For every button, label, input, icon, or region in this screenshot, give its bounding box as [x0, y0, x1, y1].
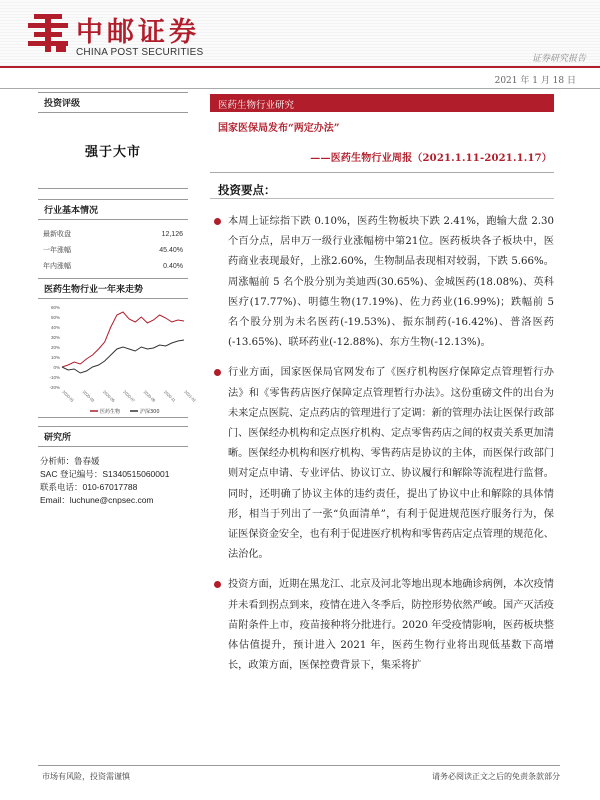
category-bar: 医药生物行业研究 [210, 94, 554, 112]
y-tick-label: 0% [53, 365, 60, 370]
series-line-2 [62, 340, 184, 373]
paragraph-text: 行业方面，国家医保局官网发布了《医疗机构医疗保障定点管理暂行办法》和《零售药店医疗保障定点管理暂行办法》。这份重磅文件的出台为未来定点医院、定点药店的管理进行了定调：新的管理办法让医保行政部门、医保经办机构和定点医疗机构、定点零售药店之间的权责关系更加清晰。医保经办机构和医疗机构、零售药店是协议的主体，而医保行政部门则对定点申请、专业评估、协议订立、协议履行和解除等流程进行监督。同时，还明确了协议主体的违约责任，提出了协议中止和解除的具体情形，相当于列出了一张“负面清单”，有利于促进规范医疗服务行为，保证医保资金安全，也有利于促进医疗机构和零售药店定点管理的规范化、法治化。 [228, 367, 554, 561]
metrics-table [38, 220, 188, 278]
brand-name-en: CHINA POST SECURITIES [76, 47, 204, 58]
key-points-title: 投资要点： [218, 183, 276, 197]
y-tick-label: -20% [49, 385, 60, 390]
trend-chart [38, 299, 198, 417]
metric-value: 0.40% [163, 262, 183, 270]
footer-divider [38, 765, 560, 766]
x-tick-label: 2020-05 [101, 389, 116, 404]
trend-chart-svg [38, 299, 198, 417]
terms-notice: 请务必阅读正文之后的免责条款部分 [432, 772, 560, 781]
bullet-icon [214, 369, 221, 376]
analyst-sac: SAC 登记编号：S1340515060001 [40, 469, 170, 479]
x-tick-label: 2020-07 [122, 389, 137, 404]
x-tick-label: 2020-09 [142, 389, 157, 404]
bullet-icon [214, 218, 221, 225]
date-divider [0, 88, 600, 89]
x-tick-label: 2020-01 [61, 389, 76, 404]
report-subtitle: ——医药生物行业周报（2021.1.11-2021.1.17） [310, 153, 552, 164]
analyst-phone: 联系电话：010-67017788 [40, 482, 138, 492]
paragraph-market [210, 212, 554, 353]
legend-label: 沪深300 [140, 409, 160, 415]
x-tick-label: 2021-01 [183, 389, 198, 404]
metric-value: 45.40% [159, 246, 183, 254]
metric-value: 12,126 [161, 230, 183, 238]
y-tick-label: -10% [49, 375, 60, 380]
metric-label: 年内涨幅 [43, 263, 71, 270]
analyst-name: 分析师：鲁春媛 [40, 456, 100, 466]
investment-rating: 强于大市 [84, 145, 141, 160]
paragraph-text: 投资方面，近期在黑龙江、北京及河北等地出现本地确诊病例，本次疫情并未看到拐点到来，疫情在进入冬季后，防控形势依然严峻。国产灭活疫苗附条件上市，疫苗接种将分批进行。2020 年受疫情影响，医药板块整体估值提升，预计进入 2021 年，医药生物行业将出现低基数下高增长，政策方面，医保控费背景下，集采将扩 [228, 579, 554, 672]
chart-title: 医药生物行业一年来走势 [44, 285, 144, 295]
metric-row [40, 242, 186, 258]
report-date: 2021 年 1 月 18 日 [494, 76, 576, 86]
analyst-email: Email：luchune@cnpsec.com [40, 495, 154, 505]
y-tick-label: 20% [50, 345, 60, 350]
analyst-title: 研究所 [44, 433, 72, 443]
sidebar [38, 92, 198, 507]
main-content [210, 94, 554, 676]
bullet-icon [214, 581, 221, 588]
china-post-logo-icon [26, 12, 70, 54]
x-tick-label: 2020-03 [81, 389, 96, 404]
metric-label: 最新收盘 [43, 231, 71, 238]
analyst-info [38, 447, 188, 507]
legend-label: 医药生物 [100, 409, 121, 415]
document-type: 证券研究报告 [531, 54, 586, 64]
metric-row [40, 258, 186, 274]
y-tick-label: 30% [50, 335, 60, 340]
rating-title: 投资评级 [44, 99, 81, 109]
report-title: 国家医保局发布“两定办法” [218, 123, 340, 134]
basics-title: 行业基本情况 [44, 206, 99, 216]
header-divider [0, 66, 600, 68]
paragraph-industry [210, 363, 554, 565]
key-points-divider [210, 198, 554, 199]
page-header [0, 0, 600, 66]
y-tick-label: 40% [50, 325, 60, 330]
paragraph-text: 本周上证综指下跌 0.10%，医药生物板块下跌 2.41%，跑输大盘 2.30 个百分点，居申万一级行业涨幅榜中第21位。医药板块各子板块中，医药商业表现最好，上涨2.60%，生物制品表现相对较弱，下跌 5.66%。周涨幅前 5 名个股分别为美迪西(30.65%)、金城医药(18.08%)、英科医疗(17.77%)、明德生物(17.19%)、佐力药业(16.99%)；跌幅前 5 名个股分别为未名医药(-19.53%)、振东制药(-16.42%)、普洛医药(-13.65%)、联环药业(-12.88%)、东方生物(-12.13%)。 [228, 216, 554, 349]
risk-disclaimer: 市场有风险，投资需谨慎 [42, 772, 130, 781]
metric-label: 一年涨幅 [43, 247, 71, 254]
paragraph-investment [210, 575, 554, 676]
y-tick-label: 50% [50, 315, 60, 320]
y-tick-label: 60% [50, 305, 60, 310]
rating-box [38, 113, 188, 189]
metric-row [40, 226, 186, 242]
brand-name-cn: 中邮证券 [76, 17, 200, 48]
y-tick-label: 10% [50, 355, 60, 360]
x-tick-label: 2020-11 [162, 389, 177, 403]
series-line-1 [62, 312, 184, 367]
